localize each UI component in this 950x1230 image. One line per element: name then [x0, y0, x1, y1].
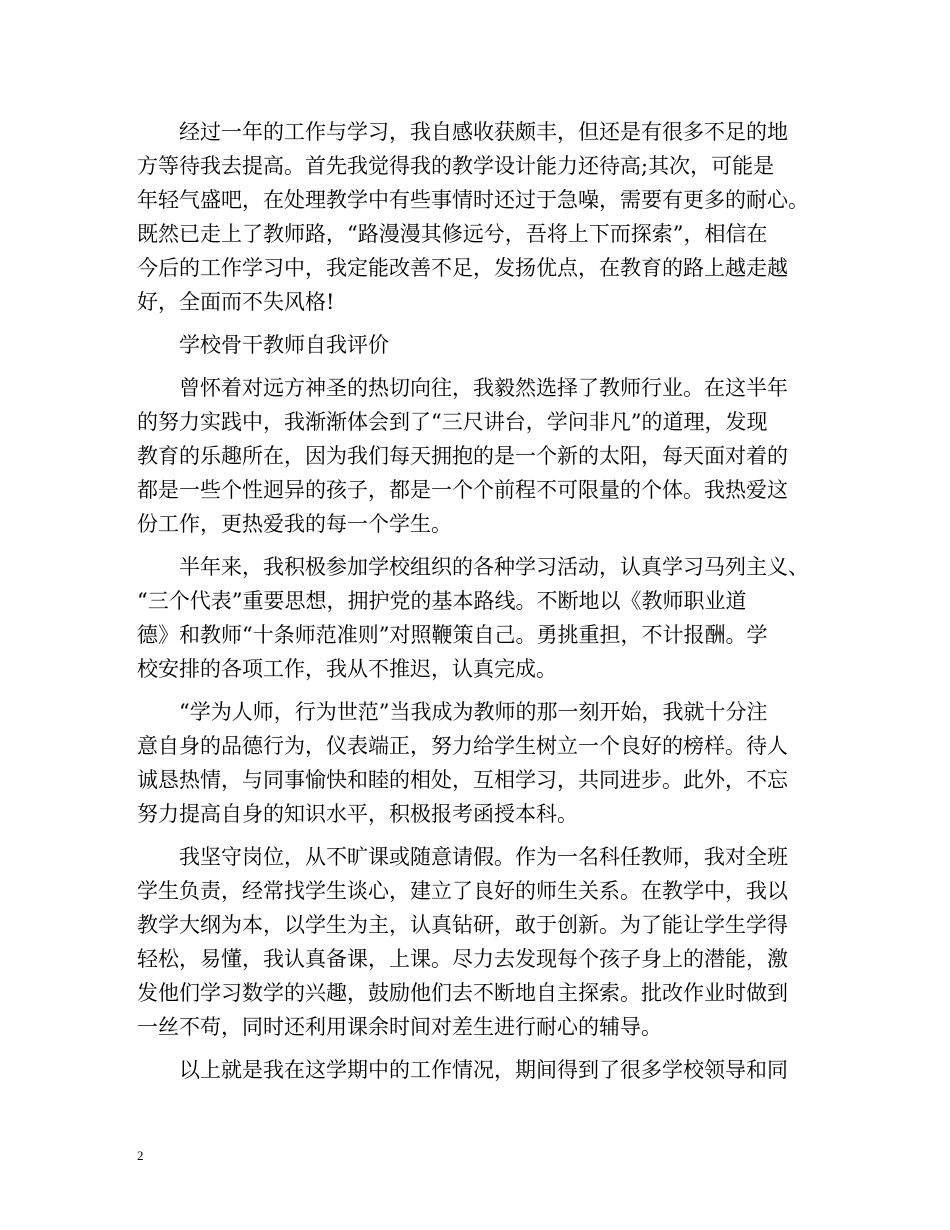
- paragraph-line: “三个代表”重要思想，拥护党的基本路线。不断地以《教师职业道: [137, 589, 747, 613]
- paragraph-line: 努力提高自身的知识水平，积极报考函授本科。: [137, 802, 578, 826]
- paragraph-line: “学为人师，行为世范”当我成为教师的那一刻开始，我就十分注: [179, 700, 768, 724]
- paragraph-line: 既然已走上了教师路，“路漫漫其修远兮，吾将上下而探索”，相信在: [137, 222, 768, 246]
- paragraph-line: 一丝不苟，同时还利用课余时间对差生进行耐心的辅导。: [137, 1015, 662, 1039]
- paragraph-line: 教学大纲为本，以学生为主，认真钻研，敢于创新。为了能让学生学得: [137, 913, 788, 937]
- section-heading: 学校骨干教师自我评价: [179, 333, 389, 357]
- paragraph-line: 学生负责，经常找学生谈心，建立了良好的师生关系。在教学中，我以: [137, 879, 788, 903]
- paragraph-line: 意自身的品德行为，仪表端正，努力给学生树立一个良好的榜样。待人: [137, 734, 788, 758]
- paragraph-line: 诚恳热情，与同事愉快和睦的相处，互相学习，共同进步。此外，不忘: [137, 768, 788, 792]
- paragraph-line: 的努力实践中，我渐渐体会到了“三尺讲台，学问非凡”的道理，发现: [137, 410, 768, 434]
- paragraph-line: 教育的乐趣所在，因为我们每天拥抱的是一个新的太阳，每天面对着的: [137, 444, 788, 468]
- paragraph-line: 今后的工作学习中，我定能改善不足，发扬优点，在教育的路上越走越: [137, 256, 788, 280]
- paragraph-line: 以上就是我在这学期中的工作情况，期间得到了很多学校领导和同: [179, 1058, 788, 1082]
- paragraph-line: 轻松，易懂，我认真备课，上课。尽力去发现每个孩子身上的潜能，激: [137, 947, 788, 971]
- paragraph-line: 半年来，我积极参加学校组织的各种学习活动，认真学习马列主义、: [179, 555, 809, 579]
- paragraph-line: 曾怀着对远方神圣的热切向往，我毅然选择了教师行业。在这半年: [179, 376, 788, 400]
- paragraph-line: 都是一些个性迥异的孩子，都是一个个前程不可限量的个体。我热爱这: [137, 478, 788, 502]
- paragraph-line: 发他们学习数学的兴趣，鼓励他们去不断地自主探索。批改作业时做到: [137, 981, 788, 1005]
- paragraph-line: 好，全面而不失风格!: [137, 290, 335, 314]
- paragraph-line: 份工作，更热爱我的每一个学生。: [137, 512, 452, 536]
- page-number: 2: [137, 1148, 144, 1163]
- paragraph-line: 我坚守岗位，从不旷课或随意请假。作为一名科任教师，我对全班: [179, 845, 788, 869]
- paragraph-line: 年轻气盛吧，在处理教学中有些事情时还过于急噪，需要有更多的耐心。: [137, 188, 809, 212]
- paragraph-line: 方等待我去提高。首先我觉得我的教学设计能力还待高;其次，可能是: [137, 154, 775, 178]
- paragraph-line: 德》和教师“十条师范准则”对照鞭策自己。勇挑重担，不计报酬。学: [137, 623, 768, 647]
- paragraph-line: 校安排的各项工作，我从不推迟，认真完成。: [137, 657, 557, 681]
- paragraph-line: 经过一年的工作与学习，我自感收获颇丰，但还是有很多不足的地: [179, 120, 788, 144]
